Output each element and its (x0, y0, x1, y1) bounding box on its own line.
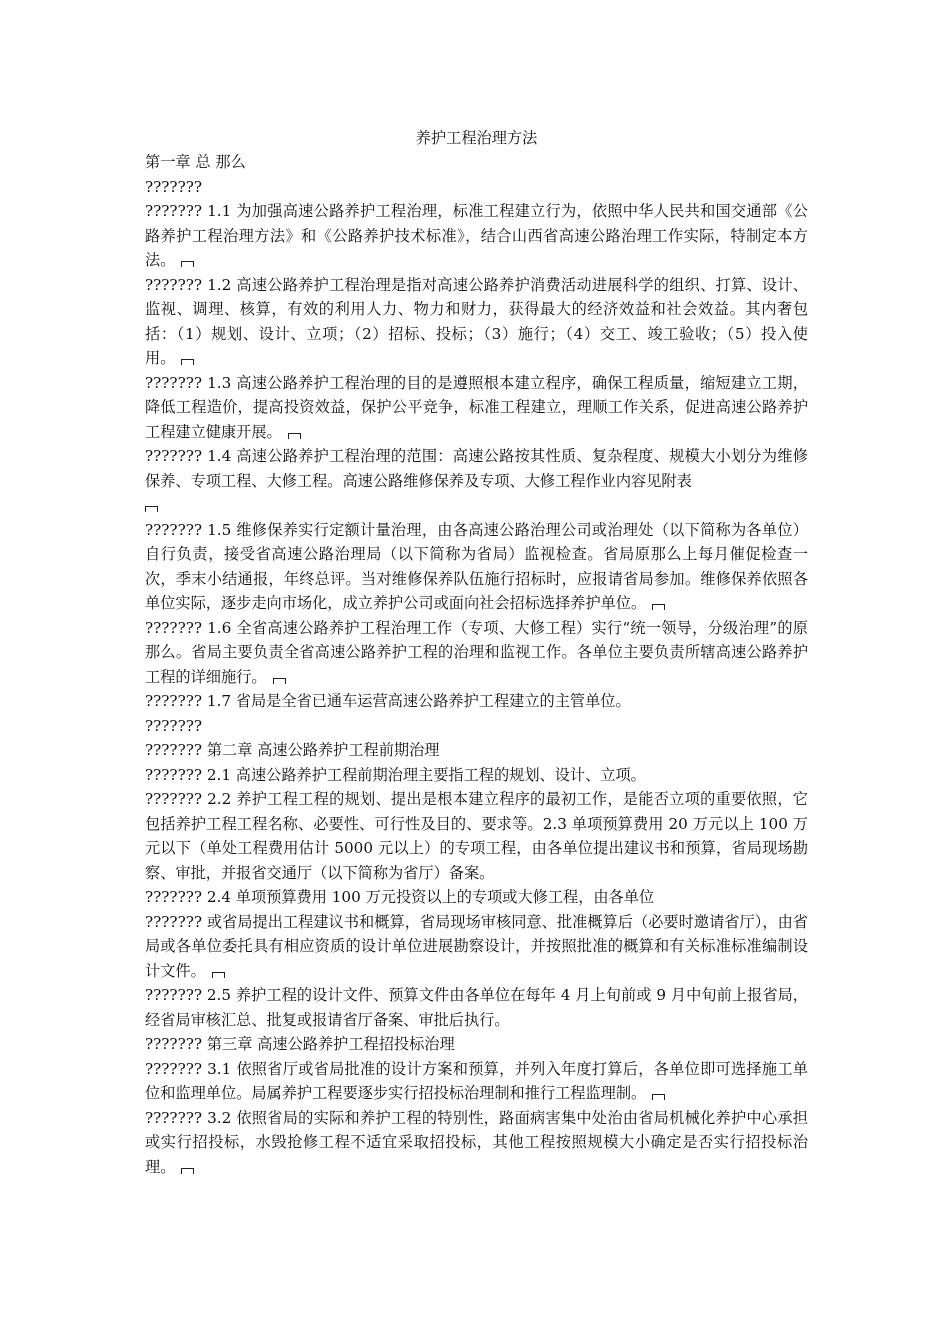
paragraph-text: ??????? 第三章 高速公路养护工程招投标治理 (145, 1035, 455, 1053)
paragraph (145, 787, 808, 885)
paragraph (145, 689, 808, 714)
paragraph-text: ??????? 或省局提出工程建议书和概算，省局现场审核同意、批准概算后（必要时邀请省厅），由省局或各单位委托具有相应资质的设计单位进展勘察设计，并按照批准的概算和有关标准标准编制设计文件。 (145, 912, 808, 980)
paragraph-text: ??????? 1.2 高速公路养护工程治理是指对高速公路养护消费活动进展科学的组织、打算、设计、监视、调理、核算，有效的利用人力、物力和财力，获得最大的经济效益和社会效益。其内奢包括：（1）规划、设计、立项；（2）招标、投标；（3）施行；（4）交工、竣工验收；（5）投入使用。 (145, 275, 808, 367)
paragraph-text: ??????? 第二章 高速公路养护工程前期治理 (145, 741, 440, 759)
paragraph-mark-icon (181, 359, 194, 365)
paragraph-mark-icon (145, 506, 158, 512)
paragraph-text: ??????? 1.5 维修保养实行定额计量治理，由各高速公路治理公司或治理处（以下简称为各单位）自行负责，接受省高速公路治理局（以下简称为省局）监视检查。省局原那么上每月催促检查一次，季末小结通报，年终总评。当对维修保养队伍施行招标时，应报请省局参加。维修保养依照各单位实际，逐步走向市场化，成立养护公司或面向社会招标选择养护单位。 (145, 520, 808, 612)
paragraph (145, 518, 808, 616)
paragraph (145, 493, 808, 518)
paragraph (145, 616, 808, 690)
paragraph (145, 763, 808, 788)
paragraph-text: ??????? 1.4 高速公路养护工程治理的范围：高速公路按其性质、复杂程度、规模大小划分为维修保养、专项工程、大修工程。高速公路维修保养及专项、大修工程作业内容见附表 (145, 447, 808, 490)
paragraph (145, 885, 808, 910)
paragraph-text: ??????? 2.2 养护工程工程的规划、提出是根本建立程序的最初工作，是能否立项的重要依照，它包括养护工程工程名称、必要性、可行性及目的、要求等。2.3 单项预算费用 20 万元以上 100 万元以下（单处工程费用估计 5000 元以上）的专项工程，由各单位提出建议书和预算，省局现场勘察、审批，并报省交通厅（以下简称为省厅）备案。 (145, 790, 808, 882)
paragraph-text: ??????? 1.3 高速公路养护工程治理的目的是遵照根本建立程序，确保工程质量，缩短建立工期，降低工程造价，提高投资效益，保护公平竞争，标准工程建立，理顺工作关系，促进高速公路养护工程建立健康开展。 (145, 373, 808, 441)
paragraph (145, 910, 808, 984)
paragraph-text: ??????? 2.5 养护工程的设计文件、预算文件由各单位在每年 4 月上旬前或 9 月中旬前上报省局，经省局审核汇总、批复或报请省厅备案、审批后执行。 (145, 986, 808, 1029)
paragraph-mark-icon (652, 604, 665, 610)
document-title: 养护工程治理方法 (415, 129, 538, 147)
paragraph (145, 199, 808, 273)
paragraph-mark-icon (273, 678, 286, 684)
paragraph-mark-icon (181, 1168, 194, 1174)
paragraph-mark-icon (181, 261, 194, 267)
paragraph (145, 1057, 808, 1106)
paragraph-text: 第一章 总 那么 (145, 153, 246, 171)
paragraph (145, 371, 808, 445)
paragraph-mark-icon (652, 1094, 665, 1100)
paragraph-text: ??????? (145, 177, 202, 196)
paragraph (145, 738, 808, 763)
paragraph-text: ??????? 1.7 省局是全省已通车运营高速公路养护工程建立的主管单位。 (145, 692, 631, 710)
paragraph-text: ??????? 1.1 为加强高速公路养护工程治理，标准工程建立行为，依照中华人民共和国交通部《公路养护工程治理方法》和《公路养护技术标准》，结合山西省高速公路治理工作实际，特制定本方法。 (145, 202, 808, 269)
paragraph-text: ??????? 3.2 依照省局的实际和养护工程的特别性，路面病害集中处治由省局机械化养护中心承担或实行招投标，水毁抢修工程不适宜采取招投标，其他工程按照规模大小确定是否实行招投标治理。 (145, 1108, 808, 1176)
paragraph (145, 273, 808, 371)
paragraph-mark-icon (212, 972, 225, 978)
paragraph (145, 444, 808, 493)
paragraph-text: ??????? (145, 716, 202, 735)
paragraph-text: ??????? 2.4 单项预算费用 100 万元投资以上的专项或大修工程，由各单位 (145, 888, 655, 906)
paragraph (145, 983, 808, 1032)
paragraph (145, 1032, 808, 1057)
paragraph-mark-icon (288, 433, 301, 439)
paragraph (145, 1106, 808, 1180)
paragraph-text: ??????? 1.6 全省高速公路养护工程治理工作（专项、大修工程）实行“统一领导，分级治理”的原那么。省局主要负责全省高速公路养护工程的治理和监视工作。各单位主要负责所辖高速公路养护工程的详细施行。 (145, 618, 808, 686)
paragraph-text: ??????? 2.1 高速公路养护工程前期治理主要指工程的规划、设计、立项。 (145, 765, 646, 784)
paragraph (145, 175, 808, 200)
document-body (145, 150, 808, 1179)
paragraph (145, 714, 808, 739)
paragraph (145, 150, 808, 175)
paragraph-text: ??????? 3.1 依照省厅或省局批准的设计方案和预算，并列入年度打算后，各单位即可选择施工单位和监理单位。局属养护工程要逐步实行招投标治理制和推行工程监理制。 (145, 1059, 808, 1102)
